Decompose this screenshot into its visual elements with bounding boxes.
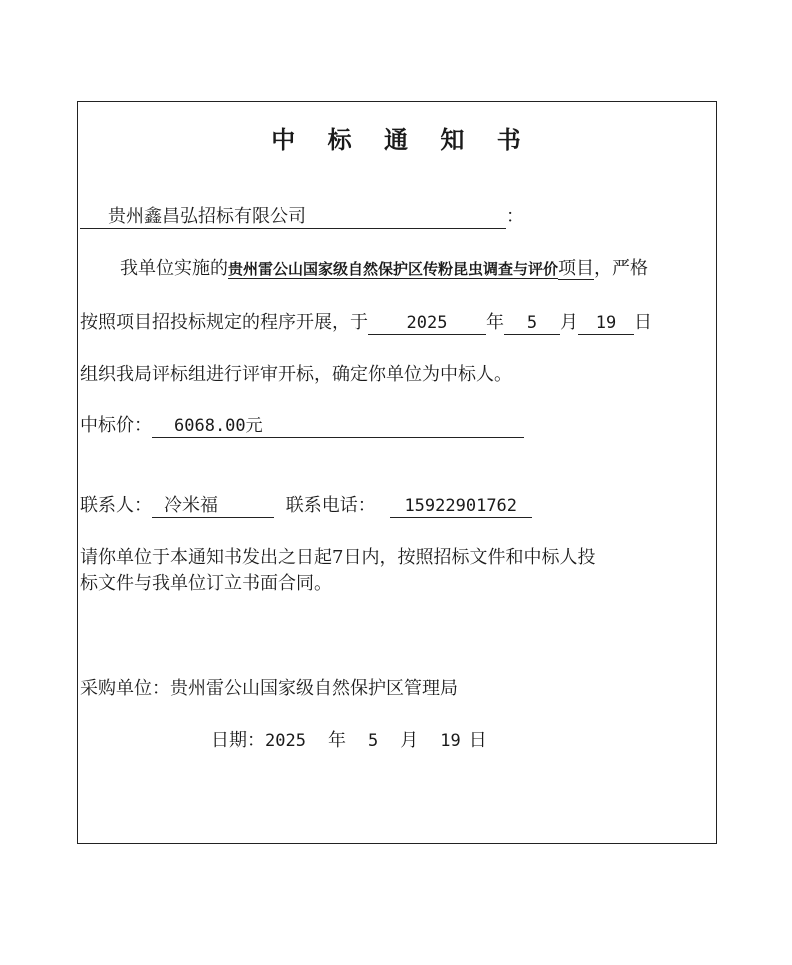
body-line-2 — [80, 311, 652, 335]
price-line — [80, 414, 524, 438]
contact-phone-label: 联系电话： — [285, 495, 376, 516]
project-suffix: 项目 — [558, 258, 595, 279]
issue-date — [211, 729, 487, 753]
price-value: 6068.00元 — [174, 416, 263, 436]
price-label: 中标价： — [80, 415, 152, 436]
award-year: 2025 — [368, 312, 486, 335]
addressee-company: 贵州鑫昌弘招标有限公司 — [108, 206, 306, 227]
date-day: 19 — [440, 731, 461, 751]
award-day: 19 — [578, 312, 634, 335]
contact-person-field — [152, 495, 274, 518]
date-month: 5 — [367, 731, 379, 751]
project-name: 贵州雷公山国家级自然保护区传粉昆虫调查与评价 — [228, 260, 559, 278]
body-line-3: 组织我局评标组进行评审开标，确定你单位为中标人。 — [80, 364, 512, 385]
body-line-2-prefix: 按照项目招投标规定的程序开展，于 — [80, 312, 368, 333]
addressee-field — [80, 206, 506, 229]
date-year: 2025 — [265, 731, 306, 751]
award-year-unit: 年 — [486, 312, 504, 333]
instructions-line-1: 请你单位于本通知书发出之日起7日内，按照招标文件和中标人投 — [80, 547, 596, 568]
date-day-unit: 日 — [468, 730, 487, 751]
price-field — [152, 415, 524, 438]
date-month-unit: 月 — [400, 730, 419, 751]
addressee-colon: ： — [506, 206, 524, 227]
document-title: 中 标 通 知 书 — [271, 125, 533, 154]
contact-phone: 15922901762 — [390, 495, 532, 518]
addressee-line — [80, 205, 524, 229]
award-month: 5 — [504, 312, 560, 335]
body-line-1-end: ，严格 — [594, 258, 649, 279]
body-prefix: 我单位实施的 — [120, 258, 228, 279]
body-line-1 — [120, 257, 648, 281]
date-label: 日期： — [211, 730, 265, 751]
buyer-name: 贵州雷公山国家级自然保护区管理局 — [170, 678, 458, 699]
date-year-unit: 年 — [327, 730, 346, 751]
buyer-line — [80, 677, 458, 701]
contact-line — [80, 494, 532, 518]
contact-person: 冷米福 — [164, 495, 218, 516]
award-day-unit: 日 — [634, 312, 652, 333]
instructions-line-2: 标文件与我单位订立书面合同。 — [80, 573, 332, 594]
buyer-label: 采购单位： — [80, 678, 170, 699]
contact-person-label: 联系人： — [80, 495, 152, 516]
award-month-unit: 月 — [560, 312, 578, 333]
